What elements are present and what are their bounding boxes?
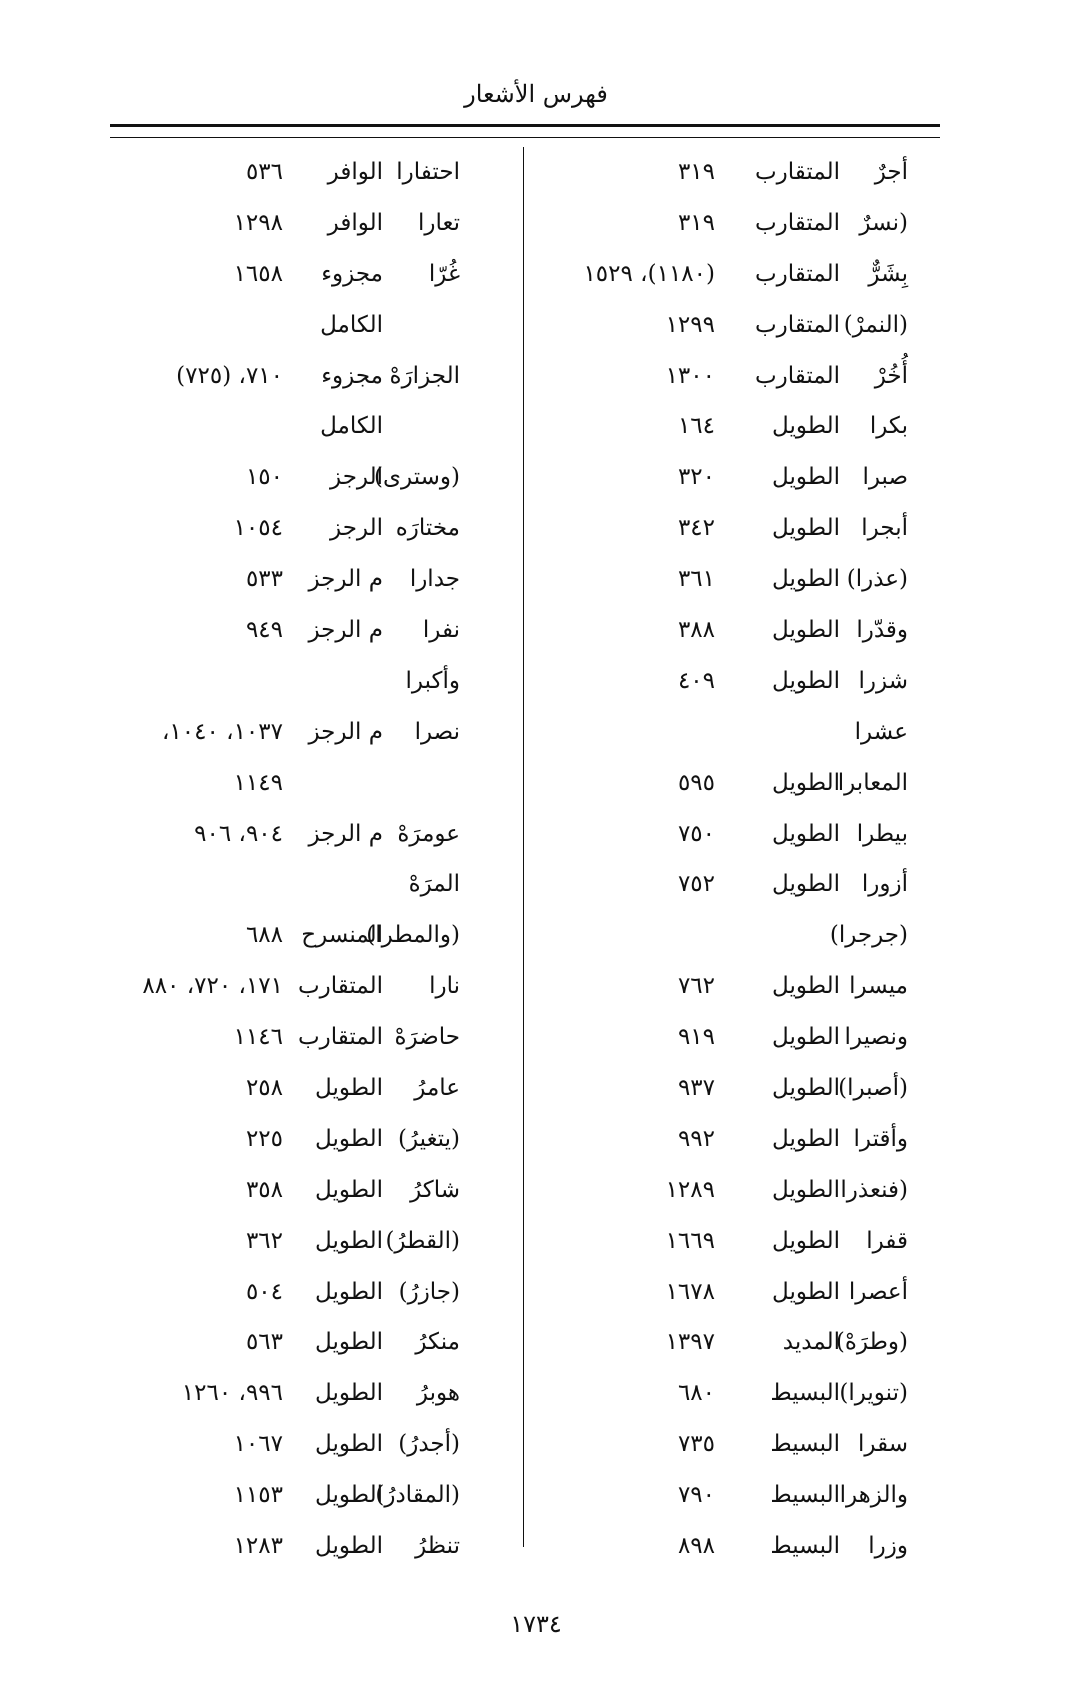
index-entry <box>523 1012 940 1063</box>
meter-name: الطويل <box>315 1075 383 1102</box>
page-references: ٣٢٠ <box>677 464 715 491</box>
verse-ending: أعصرا <box>848 1278 908 1305</box>
meter-name: الطويل <box>772 1075 840 1102</box>
index-entry <box>70 1419 523 1470</box>
index-entry <box>523 351 940 402</box>
page-number: ١٧٣٤ <box>510 1610 562 1638</box>
left-column <box>70 147 523 1572</box>
meter-name: الطويل <box>772 413 840 440</box>
meter-name: المتقارب <box>754 311 840 338</box>
index-entry <box>523 1317 940 1368</box>
page-references: ١١٤٦ <box>233 1024 283 1051</box>
page-references: ٣٤٢ <box>677 515 715 542</box>
page-references: ٩٣٧ <box>677 1075 715 1102</box>
index-entry <box>523 859 940 910</box>
page-references: ٥٦٣ <box>245 1329 283 1356</box>
meter-name: البسيط <box>770 1482 840 1509</box>
index-entry <box>70 300 523 351</box>
meter-name: الطويل <box>772 871 840 898</box>
meter-name: الطويل <box>315 1482 383 1509</box>
meter-name: مجزوء <box>321 362 383 389</box>
index-entry <box>523 300 940 351</box>
verse-ending: بكرا <box>869 413 908 440</box>
index-entry <box>523 656 940 707</box>
meter-name: البسيط <box>770 1431 840 1458</box>
meter-name: الطويل <box>315 1380 383 1407</box>
index-entry <box>70 1470 523 1521</box>
meter-name: م الرجز <box>308 820 383 847</box>
verse-ending: عشرا <box>854 718 908 745</box>
verse-ending: عومرَهْ <box>397 820 460 847</box>
index-entry <box>70 656 523 707</box>
page-references: ٣٨٨ <box>677 617 715 644</box>
verse-ending: قفرا <box>866 1227 908 1254</box>
meter-name: الطويل <box>315 1533 383 1560</box>
verse-ending: (تنويرا) <box>839 1380 908 1407</box>
verse-ending: وأقترا <box>853 1125 908 1152</box>
index-entry <box>523 1521 940 1572</box>
page-references: ٣١٩ <box>677 209 715 236</box>
page-references: ٩٠٤، ٩٠٦ <box>194 820 283 847</box>
index-entry <box>70 1267 523 1318</box>
page-references: ١٥٠ <box>245 464 283 491</box>
meter-name: الطويل <box>315 1329 383 1356</box>
index-entry <box>70 147 523 198</box>
meter-name: المتقارب <box>754 260 840 287</box>
meter-name: المتقارب <box>297 973 383 1000</box>
meter-name: المتقارب <box>754 209 840 236</box>
page-references: ١٢٩٩ <box>665 311 715 338</box>
meter-name: الطويل <box>315 1227 383 1254</box>
page-references: ٤٠٩ <box>677 667 715 694</box>
verse-ending: (أصبرا) <box>838 1075 908 1102</box>
verse-ending: صبرا <box>862 464 908 491</box>
verse-ending: عامرُ <box>414 1075 460 1102</box>
verse-ending: (النمرْ) <box>843 311 908 338</box>
page-references: ٣١٩ <box>677 159 715 185</box>
verse-ending: بيطرا <box>856 820 908 847</box>
page-references: ٦٨٨ <box>245 922 283 949</box>
meter-name: الطويل <box>772 515 840 542</box>
right-column <box>523 147 940 1572</box>
meter-name: الرجز <box>330 515 383 542</box>
page-references: ٧٣٥ <box>677 1431 715 1458</box>
verse-ending: (جازرُ) <box>398 1278 460 1305</box>
meter-name: الكامل <box>320 413 383 440</box>
index-entry <box>70 1063 523 1114</box>
meter-name: الطويل <box>772 820 840 847</box>
page-references: ١٠٣٧، ١٠٤٠، <box>161 718 283 745</box>
meter-name: الطويل <box>772 667 840 694</box>
index-entry <box>70 503 523 554</box>
meter-name: المتقارب <box>754 362 840 389</box>
index-entry <box>523 1165 940 1216</box>
meter-name: الطويل <box>315 1176 383 1203</box>
index-entry <box>70 249 523 300</box>
verse-ending: (وطرَهْ) <box>835 1329 908 1356</box>
index-entry <box>70 910 523 961</box>
page-references: ٧٥٠ <box>677 820 715 847</box>
verse-ending: أبجرا <box>861 515 908 542</box>
verse-ending: (عذرا) <box>846 566 908 593</box>
meter-name: الوافر <box>327 159 383 185</box>
meter-name: الطويل <box>772 464 840 491</box>
verse-ending: (نسرٌ <box>859 209 908 236</box>
meter-name: الرجز <box>330 464 383 491</box>
index-entry <box>70 1368 523 1419</box>
index-entry <box>523 401 940 452</box>
index-entry <box>70 1012 523 1063</box>
index-entry <box>523 147 940 198</box>
page-references: ١٦٥٨ <box>233 260 283 287</box>
page-references: ١٢٨٩ <box>665 1176 715 1203</box>
index-entry <box>523 249 940 300</box>
page-references: ٣٦٢ <box>245 1227 283 1254</box>
index-entry <box>523 554 940 605</box>
meter-name: المديد <box>782 1329 840 1356</box>
verse-ending: حاضرَهْ <box>394 1024 460 1051</box>
index-entry <box>70 1521 523 1572</box>
page-references: ٣٥٨ <box>245 1176 283 1203</box>
meter-name: الطويل <box>772 1024 840 1051</box>
page-references: ٥٣٣ <box>245 566 283 593</box>
verse-ending: ونصيرا <box>844 1024 908 1051</box>
verse-ending: تعارا <box>417 209 460 236</box>
verse-ending: (جرجرا) <box>829 922 908 949</box>
index-entry <box>70 1216 523 1267</box>
index-entry <box>70 452 523 503</box>
verse-ending: أزورا <box>861 871 908 898</box>
index-entry <box>523 707 940 758</box>
verse-ending: وقدّرا <box>856 617 908 644</box>
page-header-title: فهرس الأشعار <box>464 80 608 108</box>
page-references: ٩٩٢ <box>677 1125 715 1152</box>
verse-ending: الجزارَهْ <box>389 362 460 389</box>
index-entry <box>70 198 523 249</box>
meter-name: الطويل <box>772 566 840 593</box>
index-entry <box>523 809 940 860</box>
page-references: ١٢٩٨ <box>233 209 283 236</box>
index-entry <box>523 758 940 809</box>
meter-name: البسيط <box>770 1380 840 1407</box>
index-entry <box>70 554 523 605</box>
verse-ending: أُخُرْ <box>874 362 908 389</box>
verse-ending: ميسرا <box>849 973 908 1000</box>
meter-name: الطويل <box>315 1431 383 1458</box>
verse-ending: مختارَه <box>395 515 460 542</box>
index-entry <box>523 1114 940 1165</box>
verse-ending: المرَهْ <box>408 871 460 898</box>
verse-ending: نارا <box>429 973 460 1000</box>
meter-name: الكامل <box>320 311 383 338</box>
page-references: ٦٨٠ <box>677 1380 715 1407</box>
page-references: ١٢٨٣ <box>233 1533 283 1560</box>
page-references: ١٧١، ٧٢٠، ٨٨٠ <box>142 973 283 1000</box>
meter-name: الطويل <box>772 1227 840 1254</box>
index-entry <box>523 1368 940 1419</box>
index-entry <box>70 1114 523 1165</box>
page-references: ٣٦١ <box>677 566 715 593</box>
page-references: ٥٣٦ <box>245 159 283 185</box>
verse-ending: وزرا <box>868 1533 908 1560</box>
verse-ending: منكرُ <box>415 1329 460 1356</box>
index-entry <box>70 401 523 452</box>
page-references: ١١٥٣ <box>233 1482 283 1509</box>
page-references: ١١٤٩ <box>233 769 283 796</box>
index-entry <box>70 758 523 809</box>
index-entry <box>523 503 940 554</box>
index-entry <box>70 351 523 402</box>
page-references: ٥٠٤ <box>245 1278 283 1305</box>
verse-ending: بِشَرٌّ <box>868 260 908 287</box>
index-entry <box>523 1216 940 1267</box>
verse-ending: احتفارا <box>396 159 460 185</box>
verse-ending: سقرا <box>858 1431 908 1458</box>
verse-ending: غُرّا <box>428 260 460 287</box>
page-references: ١٠٥٤ <box>233 515 283 542</box>
meter-name: الوافر <box>327 209 383 236</box>
page-references: ٩٩٦، ١٢٦٠ <box>181 1380 283 1407</box>
verse-ending: أجرٌ <box>874 159 908 185</box>
verse-ending: (وسترى) <box>374 464 460 491</box>
page-references: ٧١٠، (٧٢٥) <box>176 362 283 389</box>
verse-ending: (فنعذرا <box>840 1176 908 1203</box>
meter-name: الطويل <box>772 1176 840 1203</box>
meter-name: المتقارب <box>754 159 840 185</box>
header-rule-thin <box>110 137 940 138</box>
verse-ending: (أجدرُ) <box>398 1431 460 1458</box>
page-references: ١٦٧٨ <box>665 1278 715 1305</box>
verse-ending: هوبرُ <box>416 1380 460 1407</box>
page-references: ٨٩٨ <box>677 1533 715 1560</box>
meter-name: المتقارب <box>297 1024 383 1051</box>
index-entry <box>70 859 523 910</box>
meter-name: الطويل <box>772 973 840 1000</box>
page-references: ٧٥٢ <box>677 871 715 898</box>
meter-name: الطويل <box>772 1125 840 1152</box>
meter-name: م الرجز <box>308 617 383 644</box>
page-references: ١٣٩٧ <box>665 1329 715 1356</box>
index-entry <box>523 1063 940 1114</box>
verse-ending: تنظرُ <box>415 1533 460 1560</box>
page-references: ٢٢٥ <box>245 1125 283 1152</box>
index-entry <box>523 1419 940 1470</box>
index-entry <box>70 707 523 758</box>
index-entry <box>523 452 940 503</box>
verse-ending: (القطرُ) <box>385 1227 460 1254</box>
index-entry <box>70 961 523 1012</box>
page-references: ٩٤٩ <box>245 617 283 644</box>
page-references: ١٣٠٠ <box>665 362 715 389</box>
meter-name: الطويل <box>315 1278 383 1305</box>
page-references: ٧٩٠ <box>677 1482 715 1509</box>
page-references: ١٦٤ <box>677 413 715 440</box>
verse-ending: جدارا <box>409 566 460 593</box>
index-entry <box>70 1165 523 1216</box>
page-references: ٧٦٢ <box>677 973 715 1000</box>
index-entry <box>523 961 940 1012</box>
index-entry <box>70 1317 523 1368</box>
meter-name: مجزوء <box>321 260 383 287</box>
meter-name: الطويل <box>772 769 840 796</box>
page-references: ١٠٦٧ <box>233 1431 283 1458</box>
meter-name: المنسرح <box>301 922 383 949</box>
page-references: ٩١٩ <box>677 1024 715 1051</box>
page-references: (١١٨٠)، ١٥٢٩ <box>583 260 715 287</box>
page-references: ٥٩٥ <box>677 769 715 796</box>
verse-ending: (يتغيرُ) <box>397 1125 460 1152</box>
meter-name: الطويل <box>772 617 840 644</box>
meter-name: الطويل <box>315 1125 383 1152</box>
index-entry <box>523 1470 940 1521</box>
meter-name: م الرجز <box>308 718 383 745</box>
index-entry <box>70 605 523 656</box>
verse-ending: نفرا <box>422 617 460 644</box>
verse-ending: والزهرا <box>839 1482 908 1509</box>
page-references: ٢٥٨ <box>245 1075 283 1102</box>
index-entry <box>523 605 940 656</box>
header-rule-thick <box>110 124 940 127</box>
verse-ending: (المقادرُ) <box>375 1482 460 1509</box>
verse-ending: شزرا <box>858 667 908 694</box>
index-entry <box>523 198 940 249</box>
page-references: ١٦٦٩ <box>665 1227 715 1254</box>
index-entry <box>523 1267 940 1318</box>
index-entry <box>523 910 940 961</box>
meter-name: البسيط <box>770 1533 840 1560</box>
meter-name: الطويل <box>772 1278 840 1305</box>
verse-ending: المعابرا <box>837 769 908 796</box>
meter-name: م الرجز <box>308 566 383 593</box>
index-entry <box>70 809 523 860</box>
verse-ending: وأكبرا <box>405 667 460 694</box>
verse-ending: نصرا <box>414 718 460 745</box>
verse-ending: (والمطرا) <box>366 922 460 949</box>
verse-ending: شاكرُ <box>410 1176 460 1203</box>
